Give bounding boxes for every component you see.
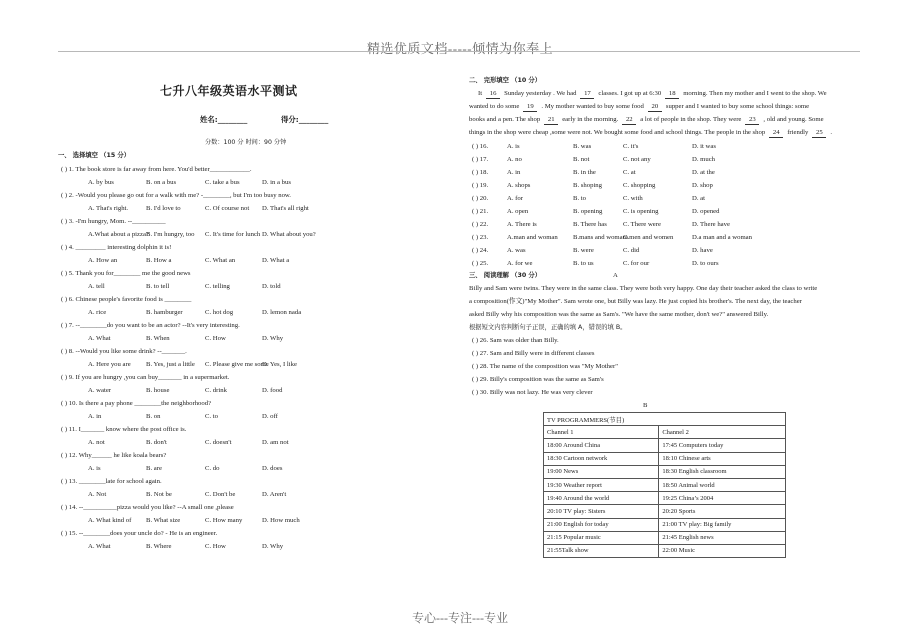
table-cell: 19:30 Weather report (544, 478, 659, 491)
score-field: 得分:________ (281, 115, 329, 124)
passage-line: asked Billy why his composition was the same as Sam's. "We have the same mother, don't we?" answered Billy. (469, 311, 769, 318)
question-number: ( ) 22. (472, 221, 489, 228)
question-number: ( ) 20. (472, 195, 489, 202)
table-cell: 22:00 Music (659, 544, 786, 557)
answer-option: D. There have (692, 221, 730, 228)
answer-option: B. Where (146, 542, 172, 550)
answer-option: A. tell (88, 282, 105, 290)
passage-line: a composition(作文)"My Mother". Sam wrote one, but Billy was lazy. He just copied his brother's. The next day, the teacher (469, 298, 802, 305)
cloze-blank: 17 (580, 90, 594, 99)
table-row (544, 505, 786, 518)
answer-option: B. were (573, 247, 594, 254)
table-cell: 20:20 Sports (659, 505, 786, 518)
header-rule (58, 51, 860, 52)
statement: ( ) 28. The name of the composition was "My Mother" (472, 363, 618, 370)
answer-option: C. for our (623, 260, 650, 267)
table-row (544, 544, 786, 557)
question-stem: ( ) 3. -I'm hungry, Mom. --__________ (61, 217, 166, 225)
table-cell: 18:10 Chinese arts (659, 452, 786, 465)
answer-option: C. do (205, 464, 220, 472)
table-row (544, 518, 786, 531)
answer-option: A. There is (507, 221, 537, 228)
answer-option: D. to ours (692, 260, 719, 267)
answer-option: C. telling (205, 282, 230, 290)
table-cell: 20:10 TV play: Sisters (544, 505, 659, 518)
question-stem: ( ) 8. --Would you like some drink? --_______. (61, 347, 187, 355)
answer-option: B. in the (573, 169, 596, 176)
answer-option: C. not any (623, 156, 651, 163)
answer-option: B. When (146, 334, 170, 342)
answer-option: A.man and woman (507, 234, 558, 241)
answer-option: B. don't (146, 438, 167, 446)
question-number: ( ) 25. (472, 260, 489, 267)
passage-text: It (478, 90, 483, 97)
answer-option: A. for (507, 195, 523, 202)
table-cell: 19:40 Around the world (544, 492, 659, 505)
question-number: ( ) 24. (472, 247, 489, 254)
table-row (544, 531, 786, 544)
table-row (544, 465, 786, 478)
answer-option: A.What about a pizza? (88, 230, 149, 238)
answer-option: B. I'm hungry, too (146, 230, 195, 238)
answer-option: D. food (262, 386, 283, 394)
answer-option: C. take a bus (205, 178, 240, 186)
answer-option: A. shops (507, 182, 531, 189)
answer-option: B. Yes, just a little (146, 360, 195, 368)
answer-option: A. How an (88, 256, 118, 264)
answer-option: B. How a (146, 256, 172, 264)
question-stem: ( ) 4. _________ interesting dolphin it is! (61, 243, 172, 251)
answer-option: B. Not be (146, 490, 172, 498)
answer-option: D. shop (692, 182, 713, 189)
part-b-label: B (643, 402, 648, 409)
answer-option: C. What an (205, 256, 236, 264)
cloze-blank: 25 (812, 129, 826, 138)
answer-option: D. opened (692, 208, 720, 215)
answer-option: A. is (88, 464, 101, 472)
answer-option: D. much (692, 156, 716, 163)
answer-option: C. Don't be (205, 490, 236, 498)
answer-option: A. not (88, 438, 105, 446)
table-cell: 18:30 Cartoon network (544, 452, 659, 465)
answer-option: C. at (623, 169, 636, 176)
answer-option: B.mans and womans (573, 234, 629, 241)
answer-option: D. Yes, I like (262, 360, 297, 368)
passage-text: , old and young. Some (763, 116, 824, 123)
question-stem: ( ) 13. ________late for school again. (61, 477, 162, 485)
table-cell: 21:45 English news (659, 531, 786, 544)
answer-option: A. was (507, 247, 526, 254)
answer-option: B. not (573, 156, 590, 163)
answer-option: D. Why (262, 542, 284, 550)
answer-option: A. in (507, 169, 521, 176)
answer-option: C. did (623, 247, 640, 254)
tv-program-table (543, 412, 786, 558)
passage-line (469, 103, 813, 112)
question-stem: ( ) 7. --________do you want to be an actor? --It's very interesting. (61, 321, 240, 329)
table-title: TV PROGRAMMERS(节目) (544, 413, 786, 426)
table-cell: 18:30 English classroom (659, 465, 786, 478)
answer-option: B. What size (146, 516, 181, 524)
answer-option: C. to (205, 412, 219, 420)
question-number: ( ) 23. (472, 234, 489, 241)
page-footer: 专心---专注---专业 (412, 611, 508, 625)
answer-option: B. hamburger (146, 308, 183, 316)
answer-option: D. What a (262, 256, 290, 264)
passage-text: supper and I wanted to buy some school things: some (665, 103, 810, 110)
question-stem: ( ) 11. I_______ know where the post office is. (61, 425, 187, 433)
table-row (544, 492, 786, 505)
passage-line: Billy and Sam were twins. They were in the same class. They were both very happy. One day their teacher asked the class to write (469, 285, 818, 292)
question-number: ( ) 16. (472, 143, 489, 150)
answer-option: A. Not (88, 490, 107, 498)
cloze-blank: 19 (523, 103, 537, 112)
answer-option: A. no (507, 156, 522, 163)
table-row (544, 478, 786, 491)
answer-option: A. water (88, 386, 112, 394)
answer-option: C.men and women (623, 234, 674, 241)
answer-option: D.a man and a woman (692, 234, 752, 241)
answer-option: D. That's all right (262, 204, 309, 212)
cloze-blank: 22 (622, 116, 636, 125)
cloze-blank: 18 (665, 90, 679, 99)
answer-option: A. in (88, 412, 102, 420)
answer-option: B. on a bus (146, 178, 177, 186)
answer-option: B. to (573, 195, 587, 202)
answer-option: C. it's (623, 143, 639, 150)
reading-instruction: 根据短文内容判断句子正误，正确的填 A，错误的填 B。 (469, 324, 627, 331)
answer-option: D. lemon nada (262, 308, 302, 316)
passage-text: a lot of people in the shop. They were (640, 116, 742, 123)
exam-title: 七升八年级英语水平测试 (160, 84, 298, 98)
answer-option: B. was (573, 143, 592, 150)
answer-option: B. There has (573, 221, 607, 228)
passage-line (469, 116, 828, 125)
answer-option: D. at the (692, 169, 715, 176)
statement: ( ) 30. Billy was not lazy. He was very clever (472, 389, 593, 396)
answer-option: C. There were (623, 221, 661, 228)
answer-option: B. shoping (573, 182, 602, 189)
answer-option: D. Why (262, 334, 284, 342)
answer-option: A. What (88, 334, 111, 342)
answer-option: A. by bus (88, 178, 114, 186)
answer-option: C. shopping (623, 182, 656, 189)
passage-text: morning. Then my mother and I went to the shop. We (683, 90, 827, 97)
table-row (544, 439, 786, 452)
answer-option: D. am not (262, 438, 289, 446)
exam-meta: 分数：100 分 时间：90 分钟 (205, 139, 287, 146)
cloze-blank: 24 (769, 129, 783, 138)
table-header-channel1: Channel 1 (544, 426, 659, 439)
part-a-label: A (613, 272, 618, 279)
answer-option: D. off (262, 412, 278, 420)
answer-option: D. What about you? (262, 230, 316, 238)
table-cell: 18:00 Around China (544, 439, 659, 452)
answer-option: D. does (262, 464, 283, 472)
answer-option: A. for we (507, 260, 533, 267)
table-cell: 18:50 Animal world (659, 478, 786, 491)
answer-option: C. Of course not (205, 204, 250, 212)
cloze-blank: 21 (544, 116, 558, 125)
section1-heading: 一、 选择填空 （15 分） (58, 152, 131, 159)
answer-option: B. on (146, 412, 161, 420)
question-number: ( ) 19. (472, 182, 489, 189)
answer-option: C. with (623, 195, 643, 202)
table-cell: 17:45 Computers today (659, 439, 786, 452)
answer-option: B. to tell (146, 282, 170, 290)
question-stem: ( ) 6. Chinese people's favorite food is ________ (61, 295, 192, 303)
passage-line (478, 90, 831, 99)
section2-heading: 二、 完形填空 （10 分） (469, 77, 542, 84)
answer-option: D. at (692, 195, 705, 202)
question-stem: ( ) 14. --__________pizza would you like? --A small one ,please (61, 503, 234, 511)
answer-option: C. How many (205, 516, 243, 524)
answer-option: C. It's time for lunch (205, 230, 261, 238)
answer-option: C. How (205, 542, 226, 550)
answer-option: D. in a bus (262, 178, 291, 186)
passage-text: early in the morning. (562, 116, 619, 123)
table-row (544, 452, 786, 465)
answer-option: A. open (507, 208, 529, 215)
answer-option: B. I'd love to (146, 204, 181, 212)
table-cell: 21:55Talk show (544, 544, 659, 557)
passage-text: . (830, 129, 833, 136)
question-number: ( ) 21. (472, 208, 489, 215)
statement: ( ) 26. Sam was older than Billy. (472, 337, 559, 344)
question-stem: ( ) 2. -Would you please go out for a walk with me? -________, but I'm too busy now. (61, 191, 291, 199)
question-stem: ( ) 1. The book store is far away from here. You'd better____________. (61, 165, 252, 173)
passage-text: wanted to do some (469, 103, 520, 110)
answer-option: C. drink (205, 386, 227, 394)
answer-option: A. What (88, 542, 111, 550)
question-number: ( ) 18. (472, 169, 489, 176)
passage-text: Sunday yesterday . We had (504, 90, 577, 97)
question-stem: ( ) 15. --________does your uncle do? - He is an engineer. (61, 529, 218, 537)
question-stem: ( ) 5. Thank you for________ me the good news (61, 269, 191, 277)
answer-option: D. How much (262, 516, 300, 524)
answer-option: B. to us (573, 260, 594, 267)
name-field: 姓名:________ (200, 115, 248, 124)
table-cell: 21:00 English for today (544, 518, 659, 531)
table-cell: 21:00 TV play: Big family (659, 518, 786, 531)
table-cell: 19:00 News (544, 465, 659, 478)
answer-option: C. is opening (623, 208, 659, 215)
answer-option: A. What kind of (88, 516, 132, 524)
cloze-blank: 23 (745, 116, 759, 125)
statement: ( ) 29. Billy's composition was the same as Sam's (472, 376, 604, 383)
answer-option: C. Please give me some (205, 360, 269, 368)
passage-text: . My mother wanted to buy some food (541, 103, 644, 110)
answer-option: D. it was (692, 143, 716, 150)
answer-option: D. have (692, 247, 713, 254)
page-header: 精选优质文档-----倾情为你奉上 (366, 41, 554, 56)
question-stem: ( ) 9. If you are hungry ,you can buy_______ in a supermarket. (61, 373, 230, 381)
answer-option: A. Here you are (88, 360, 131, 368)
table-cell: 19:25 China’s 2004 (659, 492, 786, 505)
answer-option: C. doesn't (205, 438, 232, 446)
cloze-blank: 16 (486, 90, 500, 99)
answer-option: A. rice (88, 308, 107, 316)
answer-option: A. That's right. (88, 204, 129, 212)
passage-text: classes. I got up at 6:30 (598, 90, 662, 97)
question-stem: ( ) 10. Is there a pay phone ________the neighborhood? (61, 399, 212, 407)
cloze-blank: 20 (648, 103, 662, 112)
table-cell: 21:15 Popular music (544, 531, 659, 544)
answer-option: A. is (507, 143, 520, 150)
answer-option: D. Aren't (262, 490, 287, 498)
passage-text: things in the shop were cheap ,some were not. We bought some food and school things. The people in the shop (469, 129, 766, 136)
answer-option: D. told (262, 282, 281, 290)
statement: ( ) 27. Sam and Billy were in different classes (472, 350, 595, 357)
section3-heading: 三、 阅读理解 （30 分） (469, 272, 542, 279)
passage-line (469, 129, 836, 138)
answer-option: B. are (146, 464, 162, 472)
passage-text: friendly (787, 129, 809, 136)
answer-option: C. hot dog (205, 308, 234, 316)
question-number: ( ) 17. (472, 156, 489, 163)
answer-option: B. house (146, 386, 170, 394)
answer-option: C. How (205, 334, 226, 342)
answer-option: B. opening (573, 208, 603, 215)
passage-text: books and a pen. The shop (469, 116, 541, 123)
question-stem: ( ) 12. Why______ he like koala bears? (61, 451, 167, 459)
table-header-channel2: Channel 2 (659, 426, 786, 439)
